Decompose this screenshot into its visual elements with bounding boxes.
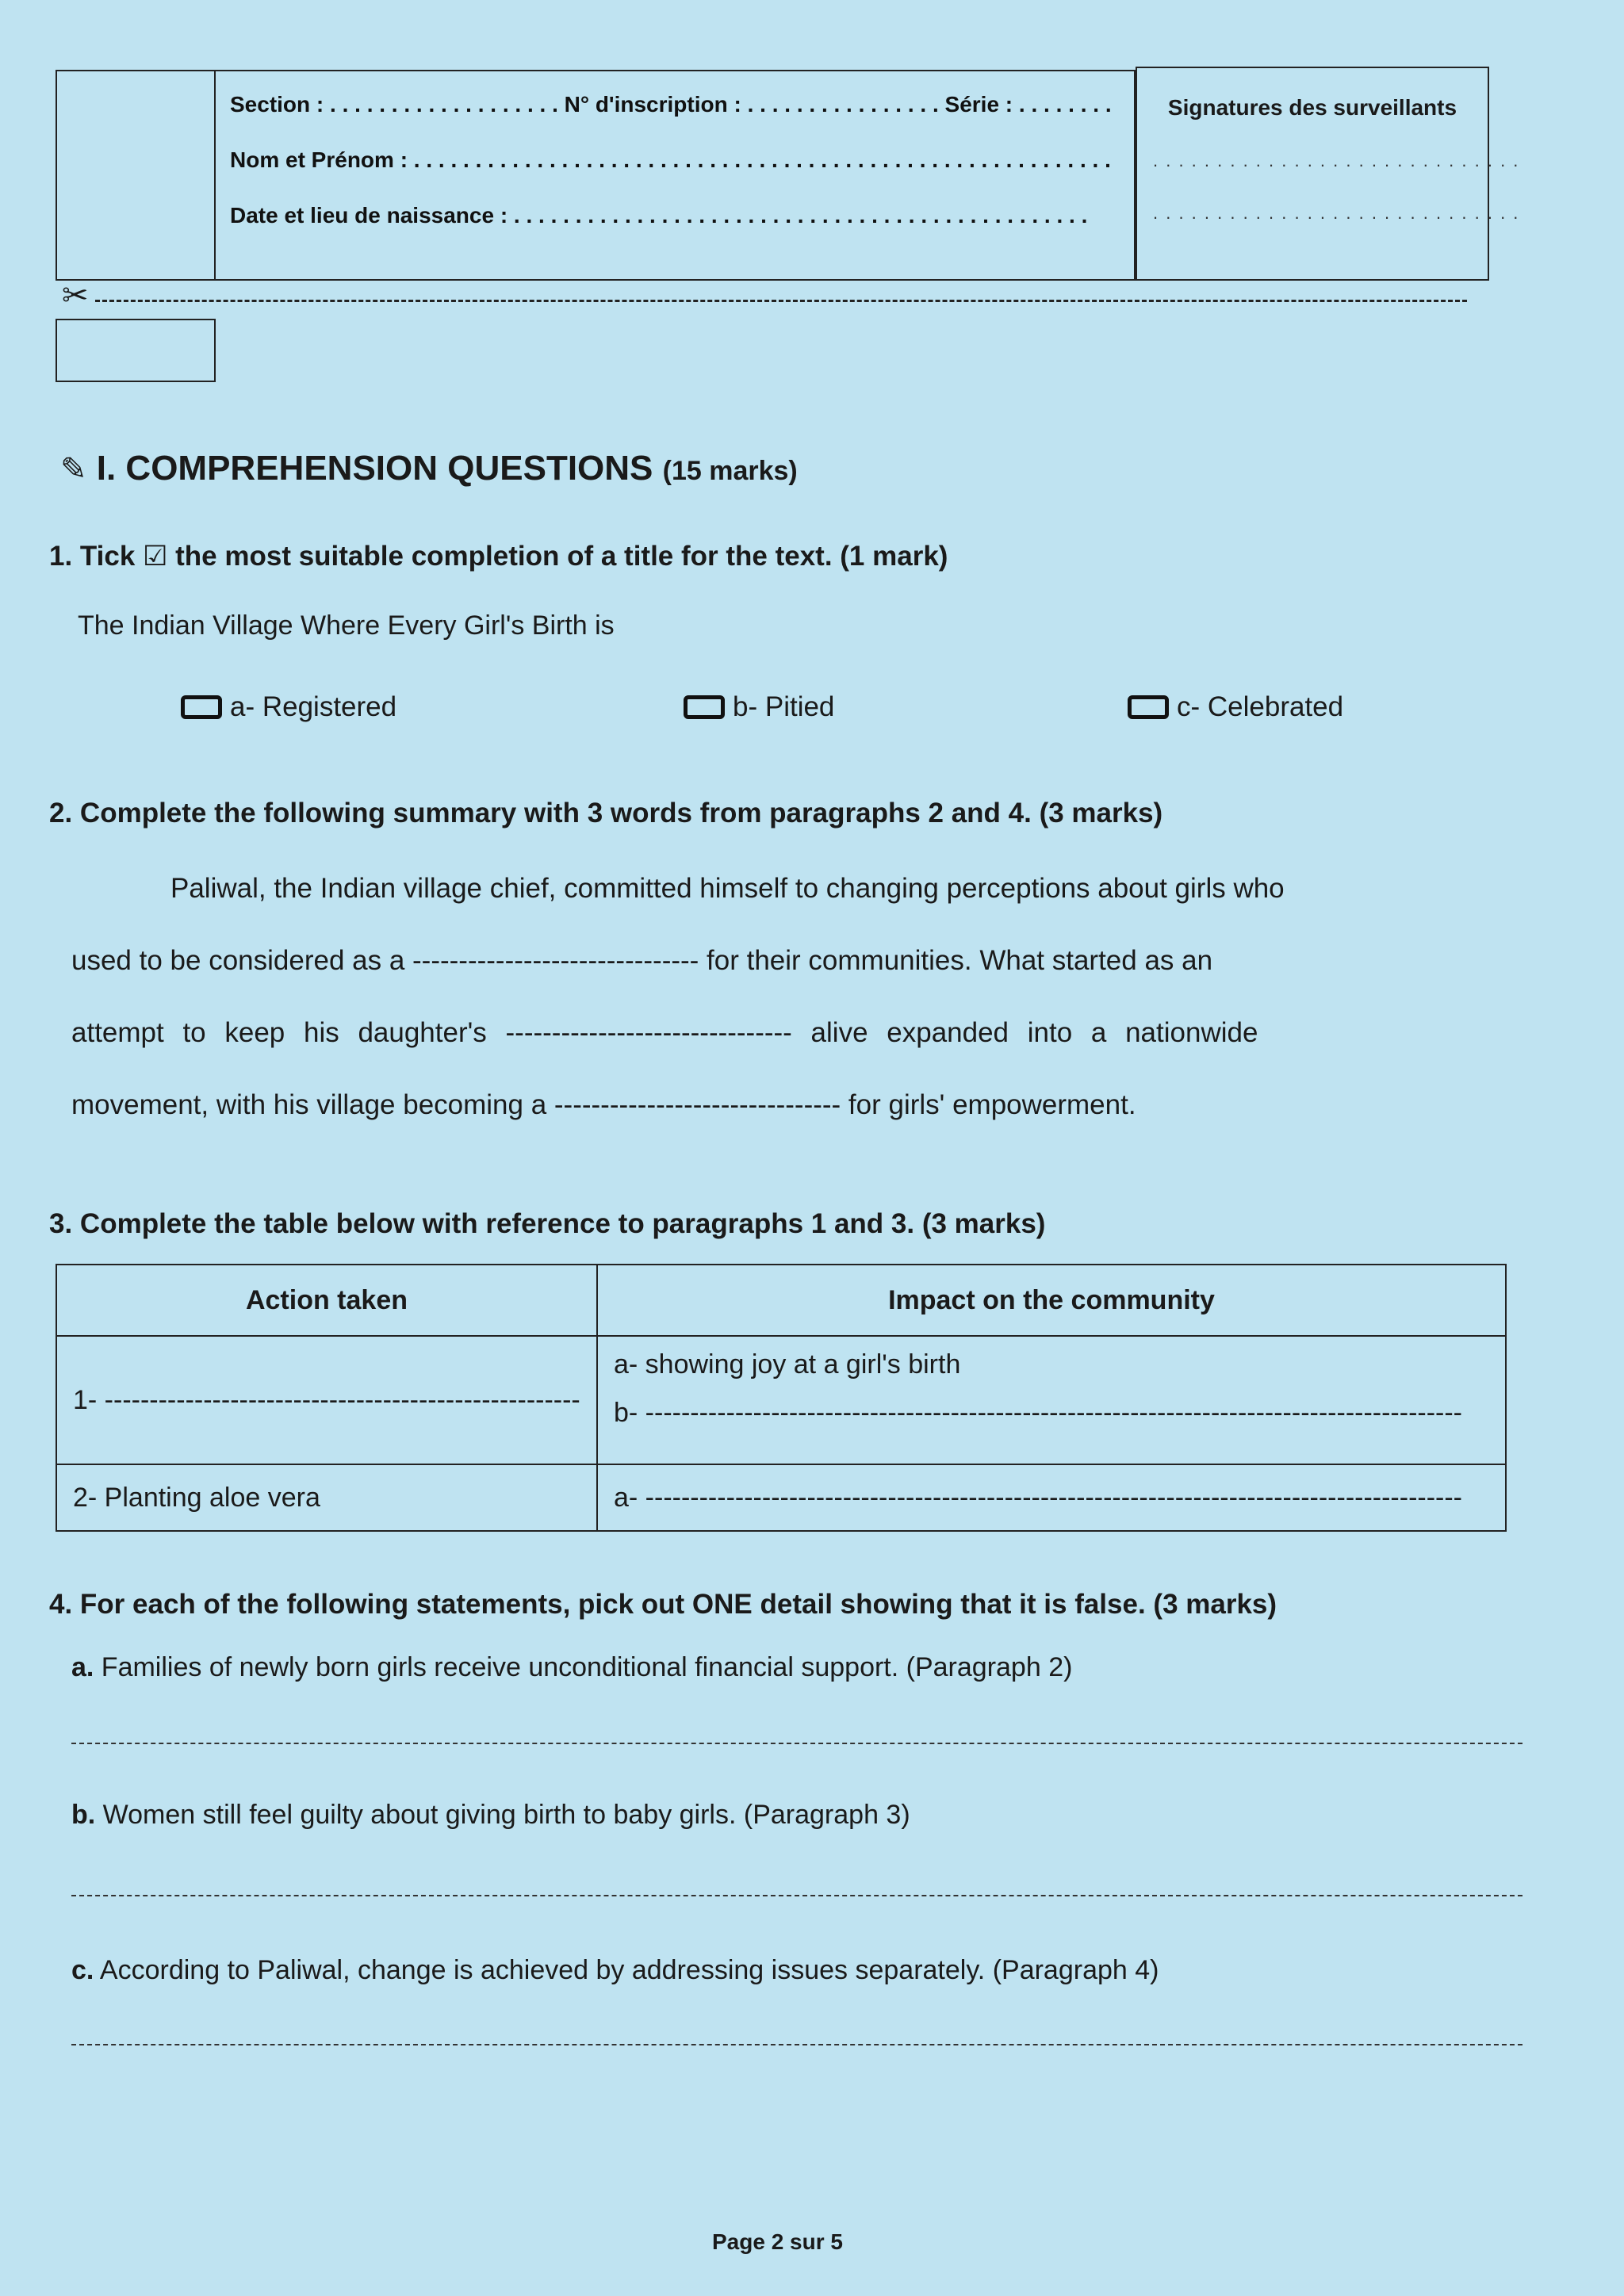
section-title: I. COMPREHENSION QUESTIONS: [96, 449, 653, 488]
signature-line-2[interactable]: . . . . . . . . . . . . . . . . . . . . . . . . . . . . .: [1153, 203, 1520, 223]
code-box: [56, 319, 216, 382]
action-cell-1[interactable]: [56, 1336, 597, 1464]
option-a[interactable]: [181, 691, 396, 723]
table-row: [56, 1464, 1506, 1531]
question-4-label: 4. For each of the following statements, pick out ONE detail showing that it is false. (3 marks): [49, 1589, 1277, 1620]
column-header-impact: Impact on the community: [597, 1265, 1506, 1336]
statement-a: [71, 1652, 1072, 1683]
option-b-label: b- Pitied: [733, 691, 835, 722]
summary-line-3[interactable]: attempt to keep his daughter's ------------------------------- alive expanded into a nationwide: [71, 1017, 1258, 1048]
name-field[interactable]: Nom et Prénom : . . . . . . . . . . . . . . . . . . . . . . . . . . . . . . . . . . . . . . . . . . . . . . . . . . . . . . . . .: [230, 147, 1111, 172]
question-1-label: 1. Tick ☑ the most suitable completion of a title for the text. (1 mark): [49, 541, 948, 572]
action-cell-2: [56, 1464, 597, 1531]
statement-a-letter: a.: [71, 1652, 94, 1682]
page-number: Page 2 sur 5: [712, 2229, 843, 2254]
signature-line-1[interactable]: . . . . . . . . . . . . . . . . . . . . . . . . . . . . .: [1153, 151, 1520, 170]
cut-line: [95, 300, 1467, 302]
statement-b-letter: b.: [71, 1800, 96, 1830]
statement-c-text: According to Paliwal, change is achieved by addressing issues separately. (Paragraph 4): [94, 1955, 1159, 1985]
section-marks: (15 marks): [662, 456, 798, 486]
answer-line-b[interactable]: [71, 1895, 1522, 1896]
checkbox-c[interactable]: [1128, 695, 1169, 719]
impact-1b[interactable]: b- -------------------------------------------------------------------------------------------: [614, 1398, 1463, 1428]
summary-line-1: Paliwal, the Indian village chief, committed himself to changing perceptions about girls who: [170, 873, 1285, 904]
question-3-label: 3. Complete the table below with reference to paragraphs 1 and 3. (3 marks): [49, 1208, 1046, 1239]
action-2: 2- Planting aloe vera: [73, 1482, 320, 1513]
table-row: [56, 1336, 1506, 1464]
birth-field[interactable]: Date et lieu de naissance : . . . . . . . . . . . . . . . . . . . . . . . . . . . . . . . . . . . . . . . . . . . . . . .: [230, 203, 1088, 228]
impact-2a[interactable]: a- -------------------------------------------------------------------------------------------: [614, 1482, 1463, 1513]
table-header-row: [56, 1265, 1506, 1336]
question-1-stem: The Indian Village Where Every Girl's Birth is: [78, 610, 615, 641]
statement-b: [71, 1800, 910, 1831]
action-1[interactable]: 1- -----------------------------------------------------: [73, 1384, 580, 1415]
option-a-label: a- Registered: [230, 691, 397, 722]
summary-paragraph: [71, 852, 1526, 1141]
statement-a-text: Families of newly born girls receive unconditional financial support. (Paragraph 2): [94, 1652, 1073, 1682]
answer-line-c[interactable]: [71, 2044, 1522, 2045]
impact-cell-1[interactable]: [597, 1336, 1506, 1464]
answer-line-a[interactable]: [71, 1743, 1522, 1744]
statement-c-letter: c.: [71, 1955, 94, 1985]
statement-c: [71, 1955, 1159, 1986]
section-heading: [60, 449, 798, 488]
scissors-icon: ✂: [62, 278, 89, 313]
signatures-box: [1136, 67, 1520, 281]
checkbox-a[interactable]: [181, 695, 222, 719]
summary-line-4[interactable]: movement, with his village becoming a ------------------------------- for girls' empowerment.: [71, 1089, 1136, 1120]
impact-1a: a- showing joy at a girl's birth: [614, 1349, 961, 1380]
pencil-icon: ✎: [60, 452, 87, 487]
photo-box: [56, 70, 216, 281]
signatures-title: Signatures des surveillants: [1167, 95, 1457, 120]
statement-b-text: Women still feel guilty about giving birth to baby girls. (Paragraph 3): [95, 1800, 910, 1830]
impact-cell-2[interactable]: [597, 1464, 1506, 1531]
question-2-label: 2. Complete the following summary with 3 words from paragraphs 2 and 4. (3 marks): [49, 798, 1163, 828]
section-field[interactable]: Section : . . . . . . . . . . . . . . . . . . . N° d'inscription : . . . . . . . . . . . . . . . . Série : . . . . . . . .: [230, 92, 1112, 117]
summary-line-2[interactable]: used to be considered as a ------------------------------- for their communities. What started as an: [71, 945, 1213, 976]
actions-table: [56, 1264, 1507, 1532]
option-c-label: c- Celebrated: [1177, 691, 1344, 722]
checkbox-b[interactable]: [684, 695, 725, 719]
option-c[interactable]: [1128, 691, 1343, 723]
option-b[interactable]: [684, 691, 834, 723]
column-header-action: Action taken: [56, 1265, 597, 1336]
